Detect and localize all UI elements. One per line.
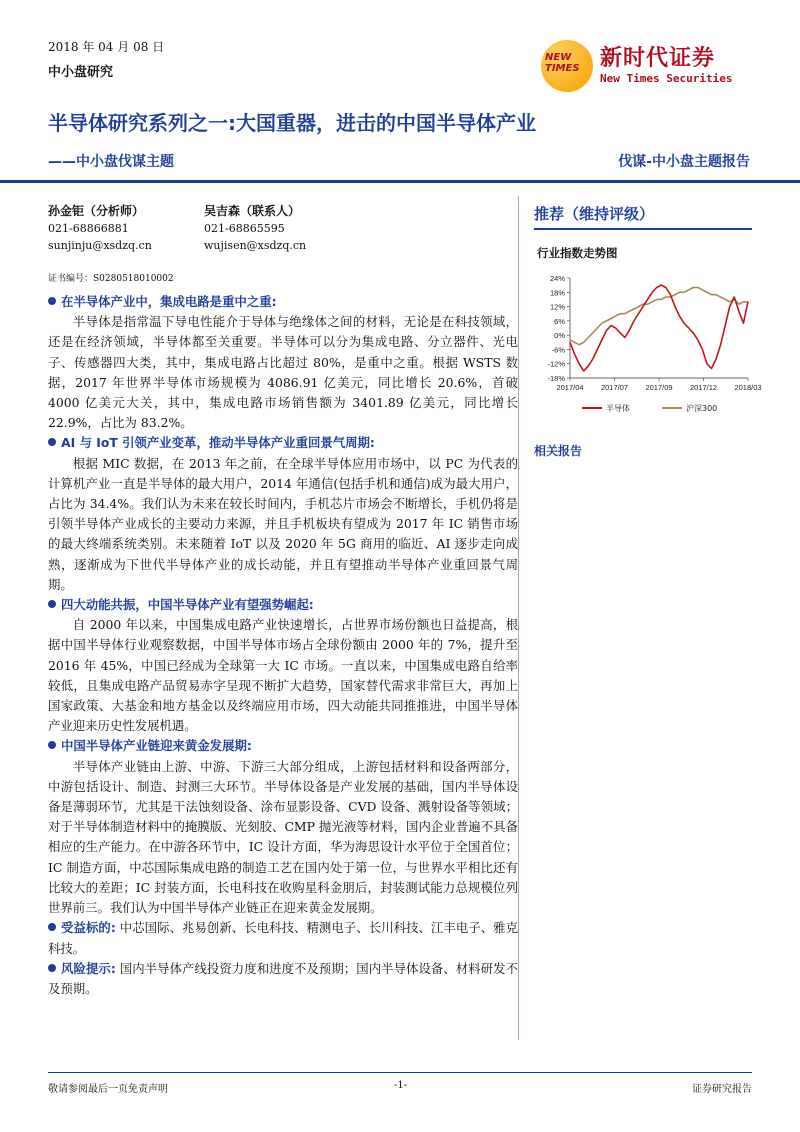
- chart-title: 行业指数走势图: [537, 246, 618, 260]
- author-block: [204, 203, 306, 254]
- related-reports-heading: 相关报告: [534, 444, 583, 458]
- y-tick-label: 12%: [549, 302, 565, 312]
- rating-recommendation: 推荐（维持评级）: [534, 205, 655, 223]
- bullet-icon: [48, 297, 56, 305]
- author-name: 孙金钜（分析师）: [48, 204, 145, 218]
- y-tick-label: 6%: [554, 316, 565, 326]
- certificate-number: 证书编号：S0280518010002: [48, 274, 174, 284]
- x-tick-label: 2017/12: [689, 383, 718, 392]
- section-heading: 四大动能共振，中国半导体产业有望强势崛起:: [48, 595, 518, 615]
- index-trend-chart: [534, 266, 762, 422]
- y-tick-label: -6%: [551, 345, 565, 355]
- author-phone: 021-68866881: [48, 222, 129, 235]
- section-paragraph: 半导体产业链由上游、中游、下游三大部分组成，上游包括材料和设备两部分，中游包括设计、制造、封测三大环节。半导体设备是产业发展的基础，国内半导体设备是薄弱环节，尤其是干法蚀刻设备、涂布显影设备、CVD 设备、溅射设备等领域；对于半导体制造材料中的掩膜版、光刻胶、CMP 抛光液等材料，国内企业普遍不具备相应的生产能力。在中游各环节中，IC 设计方面，华为海思设计水平位于全国首位；IC 制造方面，中芯国际集成电路的制造工艺在国内处于第一位，与世界水平相比还有比较大的差距；IC 封装方面，长电科技在收购星科金朋后，封装测试能力总规模位列世界前三。我们认为中国半导体产业链正在迎来黄金发展期。: [48, 758, 518, 916]
- report-type: 伐谋-中小盘主题报告: [618, 154, 750, 170]
- y-tick-label: 0%: [554, 331, 565, 341]
- x-tick-label: 2017/04: [556, 383, 584, 392]
- bullet-icon: [48, 923, 56, 931]
- y-tick-label: 24%: [549, 274, 565, 283]
- logo-mark-text: NEW TIMES: [545, 52, 580, 74]
- report-body: [48, 292, 518, 999]
- y-tick-label: -12%: [547, 359, 565, 369]
- report-subtitle: ——中小盘伐谋主题: [48, 154, 174, 170]
- company-logo: [541, 38, 751, 94]
- legend-label: 半导体: [606, 404, 630, 413]
- section-paragraph: 半导体是指常温下导电性能介于导体与绝缘体之间的材料，无论是在科技领域，还是在经济领域，半导体都至关重要。半导体可以分为集成电路、分立器件、光电子、传感器四大类，其中，集成电路占比超过 80%，是重中之重。根据 WSTS 数据，2017 年世界半导体市场规模为 4086.91 亿美元，同比增长 20.6%，首破 4000 亿美元大关，其中，集成电路市场销售额为 3401.89 亿美元，同比增长 22.9%，占比为 83.2%。: [48, 314, 518, 431]
- section-heading: AI 与 IoT 引领产业变革，推动半导体产业重回景气周期:: [48, 433, 518, 453]
- logo-name-cn: 新时代证券: [600, 46, 716, 71]
- rating-divider: [534, 228, 752, 230]
- header-divider: [0, 180, 800, 183]
- bullet-icon: [48, 964, 56, 972]
- bullet-icon: [48, 438, 56, 446]
- beneficiaries: 受益标的: 中芯国际、兆易创新、长电科技、精测电子、长川科技、江丰电子、雅克科技。: [48, 920, 518, 956]
- bullet-icon: [48, 600, 56, 608]
- logo-mark-icon: [541, 40, 593, 92]
- author-email[interactable]: wujisen@xsdzq.cn: [204, 239, 307, 252]
- report-category: 中小盘研究: [48, 65, 114, 80]
- author-phone: 021-68865595: [204, 222, 285, 235]
- y-tick-label: 18%: [549, 288, 565, 298]
- report-date: 2018 年 04 月 08 日: [48, 40, 165, 54]
- y-tick-label: -18%: [547, 374, 565, 383]
- author-block: [48, 203, 152, 254]
- column-divider: [518, 196, 519, 1040]
- author-email[interactable]: sunjinju@xsdzq.cn: [48, 239, 152, 252]
- legend-label: 沪深300: [686, 404, 718, 413]
- x-tick-label: 2017/07: [600, 383, 629, 392]
- x-tick-label: 2018/03: [734, 383, 762, 392]
- risk-notice: 风险提示: 国内半导体产线投资力度和进度不及预期；国内半导体设备、材料研发不及预期。: [48, 960, 518, 996]
- section-heading: 中国半导体产业链迎来黄金发展期:: [48, 736, 518, 756]
- footer-disclaimer: 敬请参阅最后一页免责声明: [48, 1084, 168, 1095]
- logo-name-en: New Times Securities: [600, 72, 733, 85]
- page-number: -1-: [394, 1080, 408, 1091]
- section-paragraph: 自 2000 年以来，中国集成电路产业快速增长，占世界市场份额也日益提高，根据中国半导体行业观察数据，中国半导体市场占全球份额由 2000 年的 7%，提升至 2016 年 45%，中国已经成为全球第一大 IC 市场。一直以来，中国集成电路自给率较低，且集成电路产品贸易赤字呈现不断扩大趋势，国家替代需求非常巨大，再加上国家政策、大基金和地方基金以及终端应用市场，四大动能共同推推进，中国半导体产业迎来历史性发展机遇。: [48, 617, 518, 734]
- bullet-icon: [48, 741, 56, 749]
- series-line: [570, 288, 748, 345]
- section-heading: 在半导体产业中，集成电路是重中之重:: [48, 292, 518, 312]
- report-title: 半导体研究系列之一:大国重器，进击的中国半导体产业: [48, 111, 536, 135]
- section-paragraph: 根据 MIC 数据，在 2013 年之前，在全球半导体应用市场中，以 PC 为代表的计算机产业一直是半导体的最大用户，2014 年通信(包括手机和通信)成为最大用户，占比为 34.4%。我们认为未来在较长时间内，手机芯片市场会不断增长，手机仍将是引领半导体产业成长的主要动力来源，并且手机板块有望成为 2017 年 IC 销售市场的最大终端系统类别。未来随着 IoT 以及 2020 年 5G 商用的临近、AI 逐步走向成熟，逐渐成为下世代半导体产业的成长动能，并且有望推动半导体产业重回景气周期。: [48, 455, 518, 592]
- footer-report-type: 证券研究报告: [692, 1084, 752, 1095]
- author-name: 吴吉森（联系人）: [204, 204, 301, 218]
- x-tick-label: 2017/09: [645, 383, 673, 392]
- footer-divider: [48, 1072, 752, 1073]
